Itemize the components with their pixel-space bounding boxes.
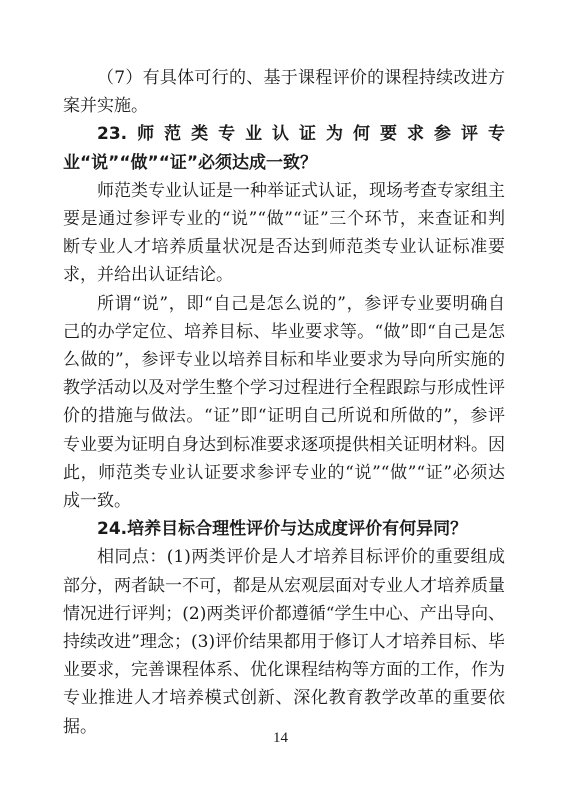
document-body [63, 64, 505, 741]
paragraph-answer-23-part-1: 师范类专业认证是一种举证式认证，现场考查专家组主要是通过参评专业的“说”“做”“证”三个环节，来查证和判断专业人才培养质量状况是否达到师范类专业认证标准要求，并给出认证结论。 [63, 180, 505, 286]
question-heading-23: 23.师范类专业认证为何要求参评专业“说”“做”“证”必须达成一致？ [63, 124, 505, 173]
paragraph-answer-24: 相同点：(1)两类评价是人才培养目标评价的重要组成部分，两者缺一不可，都是从宏观层面对专业人才培养质量情况进行评判；(2)两类评价都遵循“学生中心、产出导向、持续改进”理念；(3)评价结果都用于修订人才培养目标、毕业要求，完善课程体系、优化课程结构等方面的工作，作为专业推进人才培养模式创新、深化教育教学改革的重要依据。 [63, 547, 505, 737]
question-heading-24: 24.培养目标合理性评价与达成度评价有何异同？ [97, 519, 468, 540]
page-number: 14 [273, 730, 288, 746]
paragraph-item-7: （7）有具体可行的、基于课程评价的课程持续改进方案并实施。 [63, 68, 505, 117]
paragraph-answer-23-part-2: 所谓“说”，即“自己是怎么说的”，参评专业要明确自己的办学定位、培养目标、毕业要求等。“做”即“自己是怎么做的”，参评专业以培养目标和毕业要求为导向所实施的教学活动以及对学生整个学习过程进行全程跟踪与形成性评价的措施与做法。“证”即“证明自己所说和所做的”，参评专业要为证明自身达到标准要求逐项提供相关证明材料。因此，师范类专业认证要求参评专业的“说”“做”“证”必须达成一致。 [63, 293, 505, 512]
